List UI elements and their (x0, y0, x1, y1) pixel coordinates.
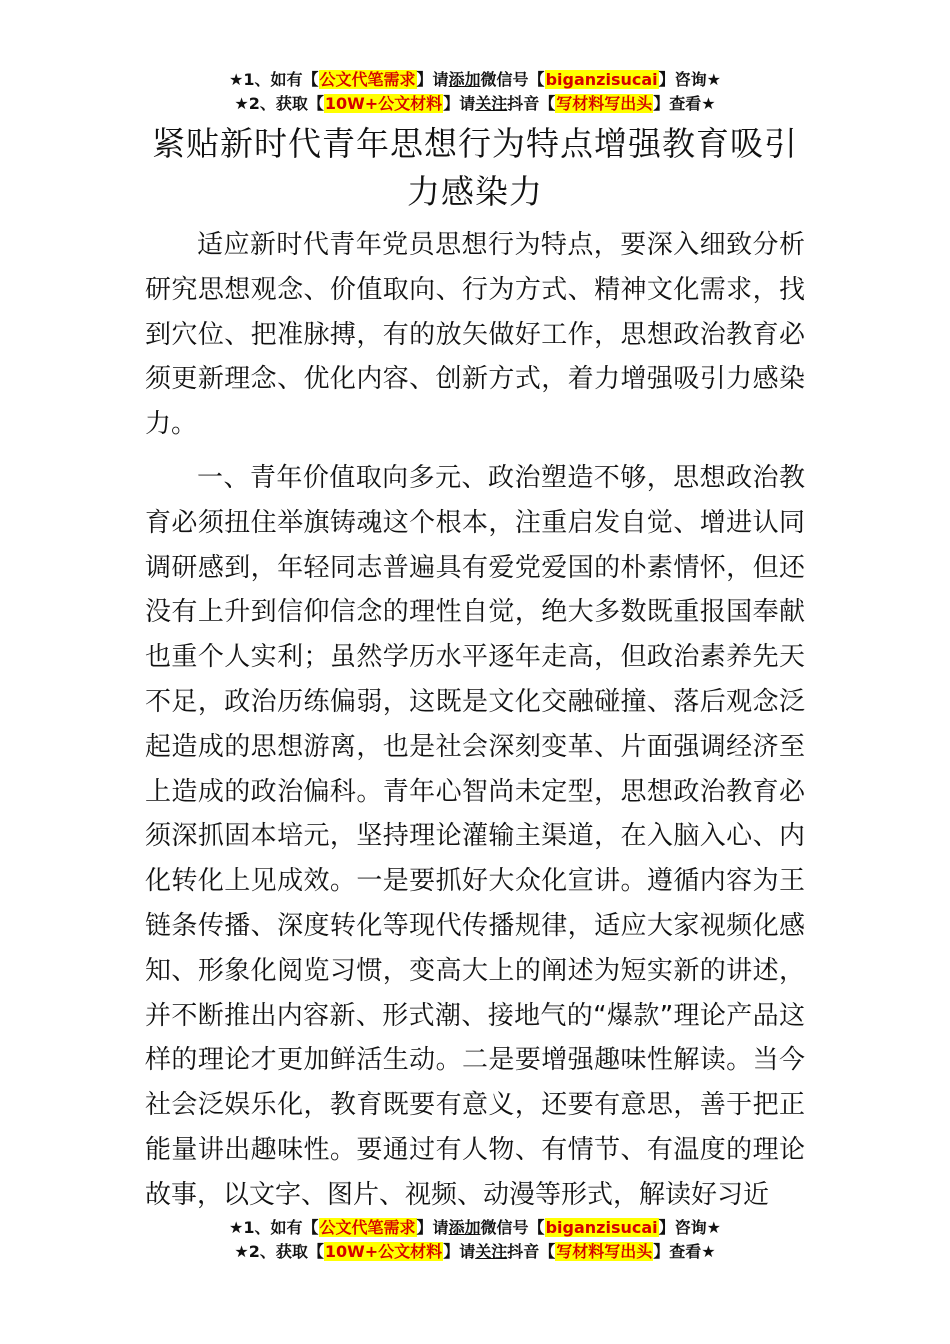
promo-text: 】请 (416, 1218, 449, 1237)
promo-text: ★2、获取【 (234, 94, 324, 113)
promo-text: 】请 (443, 1242, 476, 1261)
promo-text: ★1、如有【 (229, 70, 319, 89)
header-promo-line-2 (0, 92, 950, 116)
promo-text: 】查看★ (653, 1242, 716, 1261)
promo-underlined-follow: 关注 (475, 1242, 508, 1261)
promo-underlined-add: 添加 (448, 1218, 481, 1237)
document-title: 紧贴新时代青年思想行为特点增强教育吸引力感染力 (152, 124, 798, 211)
footer-promo-line-2 (0, 1240, 950, 1264)
promo-highlight-ghostwriting: 公文代笔需求 (319, 70, 416, 89)
promo-highlight-douyin: 写材料写出头 (556, 94, 653, 113)
promo-text: 】咨询★ (658, 1218, 721, 1237)
body-paragraph-intro: 适应新时代青年党员思想行为特点，要深入细致分析研究思想观念、价值取向、行为方式、精神文化需求，找到穴位、把准脉搏，有的放矢做好工作，思想政治教育必须更新理念、优化内容、创新方式，着力增强吸引力感染力。 (145, 230, 805, 440)
header-promo-line-1 (0, 68, 950, 92)
promo-text: ★1、如有【 (229, 1218, 319, 1237)
promo-highlight-wechat-id: biganzisucai (545, 1218, 658, 1237)
promo-text: 】请 (443, 94, 476, 113)
promo-text: ★2、获取【 (234, 1242, 324, 1261)
promo-text: 微信号【 (480, 1218, 545, 1237)
promo-highlight-ghostwriting: 公文代笔需求 (319, 1218, 416, 1237)
promo-highlight-douyin: 写材料写出头 (556, 1242, 653, 1261)
footer-promo-line-1 (0, 1216, 950, 1240)
promo-highlight-materials: 10W+公文材料 (324, 94, 443, 113)
promo-text: 】咨询★ (658, 70, 721, 89)
promo-text: 】请 (416, 70, 449, 89)
promo-text: 】查看★ (653, 94, 716, 113)
footer-promo-banner (0, 1216, 950, 1264)
body-paragraph-section-1: 一、青年价值取向多元、政治塑造不够，思想政治教育必须扭住举旗铸魂这个根本，注重启发自觉、增进认同调研感到，年轻同志普遍具有爱党爱国的朴素情怀，但还没有上升到信仰信念的理性自觉，绝大多数既重报国奉献也重个人实利；虽然学历水平逐年走高，但政治素养先天不足，政治历练偏弱，这既是文化交融碰撞、落后观念泛起造成的思想游离，也是社会深刻变革、片面强调经济至上造成的政治偏科。青年心智尚未定型，思想政治教育必须深抓固本培元，坚持理论灌输主渠道，在入脑入心、内化转化上见成效。一是要抓好大众化宣讲。遵循内容为王链条传播、深度转化等现代传播规律，适应大家视频化感知、形象化阅览习惯，变高大上的阐述为短实新的讲述，并不断推出内容新、形式潮、接地气的“爆款”理论产品这样的理论才更加鲜活生动。二是要增强趣味性解读。当今社会泛娱乐化，教育既要有意义，还要有意思，善于把正能量讲出趣味性。要通过有人物、有情节、有温度的理论故事，以文字、图片、视频、动漫等形式，解读好习近 (145, 463, 805, 1210)
header-promo-banner (0, 68, 950, 116)
promo-highlight-wechat-id: biganzisucai (545, 70, 658, 89)
promo-text: 抖音【 (507, 1242, 556, 1261)
promo-underlined-follow: 关注 (475, 94, 508, 113)
promo-underlined-add: 添加 (448, 70, 481, 89)
promo-text: 微信号【 (480, 70, 545, 89)
promo-text: 抖音【 (507, 94, 556, 113)
promo-highlight-materials: 10W+公文材料 (324, 1242, 443, 1261)
